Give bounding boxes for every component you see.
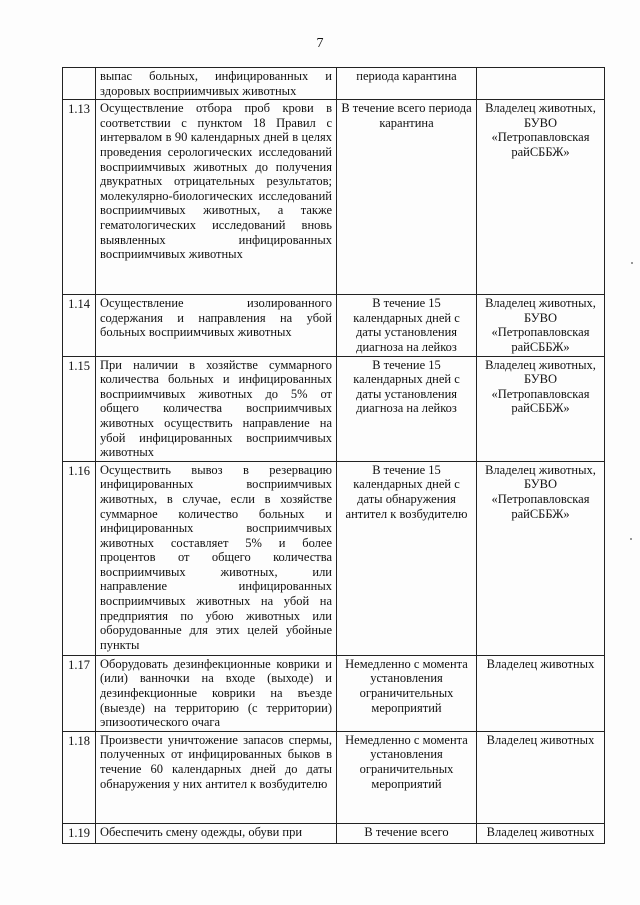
table-row (63, 823, 605, 843)
row-number: 1.17 (63, 655, 96, 731)
row-number: 1.19 (63, 823, 96, 843)
measure-description: Осуществление отбора проб крови в соответствии с пунктом 18 Правил с интервалом в 90 календарных дней в целях проведения серологических исследований восприимчивых животных до получения двукратных отрицательных результатов; молекулярно-биологических исследований восприимчивых животных, а также гематологических исследований вновь выявленных инфицированных восприимчивых животных (96, 100, 337, 295)
measure-description: Осуществление изолированного содержания и направления на убой больных восприимчивых животных (96, 295, 337, 356)
responsible-party (477, 68, 605, 100)
measure-term: В течение всего (337, 823, 477, 843)
row-number: 1.16 (63, 461, 96, 655)
measure-description: Произвести уничтожение запасов спермы, полученных от инфицированных быков в течение 60 календарных дней до даты обнаружения у них антител к возбудителю (96, 731, 337, 823)
responsible-party: Владелец животных, БУВО «Петропавловская райСББЖ» (477, 356, 605, 461)
table-row (63, 655, 605, 731)
page-number: 7 (316, 36, 324, 51)
measure-description: Осуществить вывоз в резервацию инфицированных восприимчивых животных, в случае, если в хозяйстве суммарное количество больных и инфицированных восприимчивых животных составляет 5% и более процентов от общего количества восприимчивых животных, или направление инфицированных восприимчивых животных на убой на предприятия по убою животных или оборудованные для этих целей убойные пункты (96, 461, 337, 655)
measure-description: Оборудовать дезинфекционные коврики и (или) ванночки на входе (выходе) и дезинфекционные коврики на въезде (выезде) на территорию (с территории) эпизоотического очага (96, 655, 337, 731)
row-number: 1.13 (63, 100, 96, 295)
measure-term: Немедленно с момента установления ограничительных мероприятий (337, 655, 477, 731)
table-row (63, 100, 605, 295)
table-row (63, 68, 605, 100)
measure-term: В течение 15 календарных дней с даты установления диагноза на лейкоз (337, 295, 477, 356)
measure-description: выпас больных, инфицированных и здоровых восприимчивых животных (96, 68, 337, 100)
responsible-party: Владелец животных, БУВО «Петропавловская райСББЖ» (477, 461, 605, 655)
measure-description: Обеспечить смену одежды, обуви при (96, 823, 337, 843)
table-row (63, 731, 605, 823)
responsible-party: Владелец животных (477, 823, 605, 843)
responsible-party: Владелец животных, БУВО «Петропавловская райСББЖ» (477, 295, 605, 356)
responsible-party: Владелец животных (477, 655, 605, 731)
row-number (63, 68, 96, 100)
measure-description: При наличии в хозяйстве суммарного количества больных и инфицированных восприимчивых животных до 5% от общего количества восприимчивых животных осуществить направление на убой инфицированных восприимчивых животных (96, 356, 337, 461)
measure-term: Немедленно с момента установления ограничительных мероприятий (337, 731, 477, 823)
measure-term: периода карантина (337, 68, 477, 100)
row-number: 1.14 (63, 295, 96, 356)
row-number: 1.15 (63, 356, 96, 461)
measure-term: В течение 15 календарных дней с даты обнаружения антител к возбудителю (337, 461, 477, 655)
responsible-party: Владелец животных (477, 731, 605, 823)
table-row (63, 461, 605, 655)
measure-term: В течение всего периода карантина (337, 100, 477, 295)
responsible-party: Владелец животных, БУВО «Петропавловская райСББЖ» (477, 100, 605, 295)
table-row (63, 356, 605, 461)
scan-speck (630, 538, 632, 540)
measure-term: В течение 15 календарных дней с даты установления диагноза на лейкоз (337, 356, 477, 461)
table-row (63, 295, 605, 356)
measures-table (62, 67, 605, 844)
row-number: 1.18 (63, 731, 96, 823)
scan-speck (631, 262, 633, 264)
